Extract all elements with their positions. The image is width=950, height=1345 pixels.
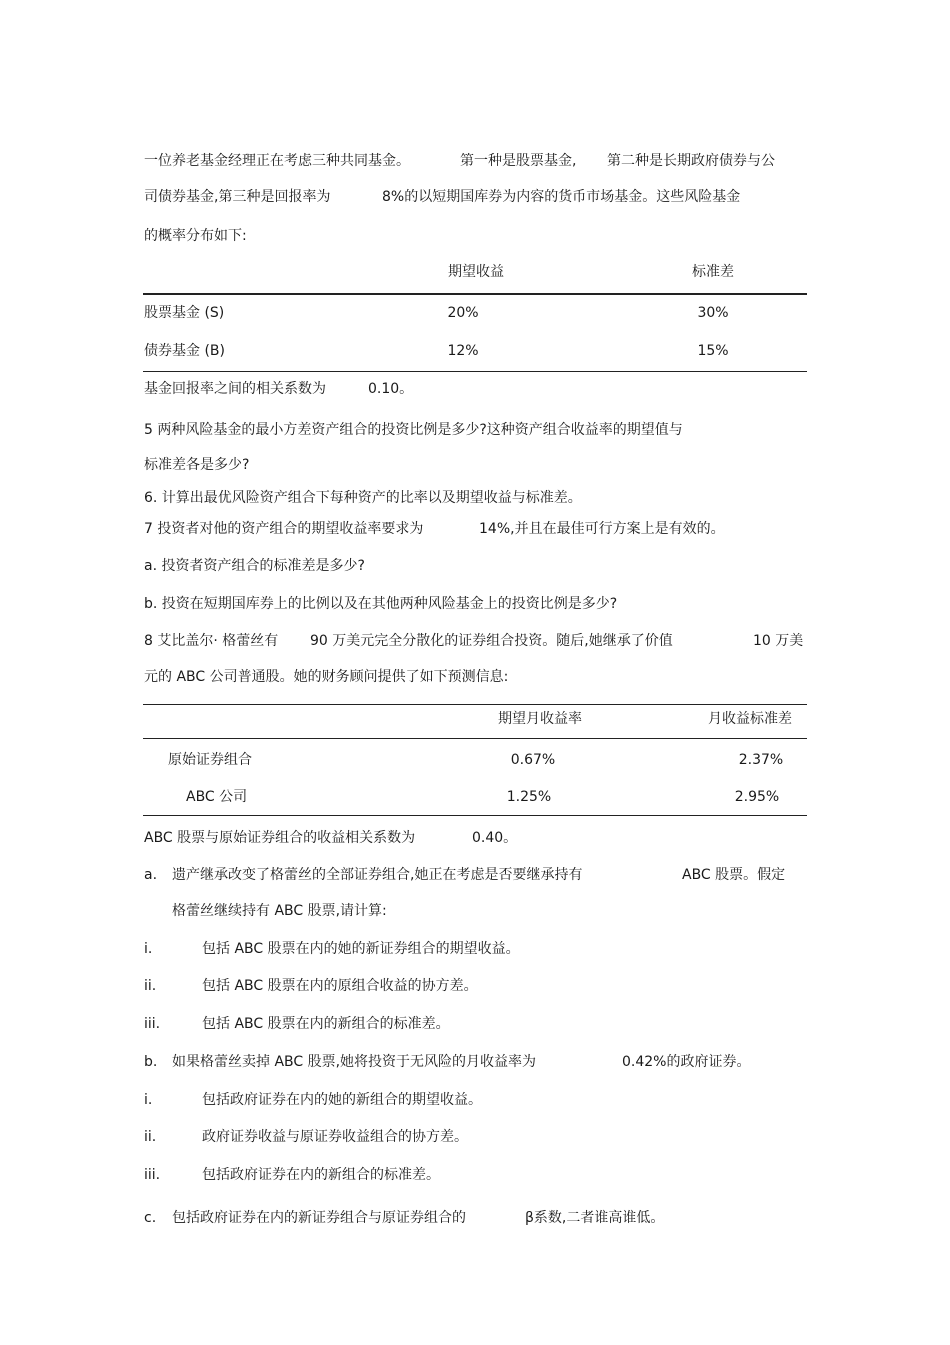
question-5-cont: 标准差各是多少? [144,457,250,473]
table-rule [143,371,807,372]
column-header-monthly-sd: 月收益标准差 [708,711,792,727]
question-7a: a. 投资者资产组合的标准差是多少? [144,558,365,574]
part-a [144,866,786,884]
list-item [144,940,520,958]
text: 14%,并且在最佳可行方案上是有效的。 [479,521,725,537]
text: 0.42%的政府证券。 [622,1054,751,1070]
list-item [144,1015,450,1033]
intro-text: 一位养老基金经理正在考虑三种共同基金。 [144,153,410,169]
intro-line-2 [144,188,741,206]
item-text: 包括政府证券在内的新组合的标准差。 [202,1167,440,1183]
item-text: 政府证券收益与原证券收益组合的协方差。 [202,1129,468,1145]
cell-value: 30% [697,305,729,321]
part-b [144,1053,751,1071]
intro-text: 司债券基金,第三种是回报率为 [144,189,331,205]
item-number: i. [144,1092,153,1108]
part-c [144,1209,665,1227]
intro-text: 8%的以短期国库券为内容的货币市场基金。这些风险基金 [382,189,741,205]
question-8-cont: 元的 ABC 公司普通股。她的财务顾问提供了如下预测信息: [144,669,509,685]
row-label: 股票基金 (S) [144,305,225,321]
list-item [144,977,478,995]
text: 10 万美 [753,633,804,649]
part-a-cont: 格蕾丝继续持有 ABC 股票,请计算: [172,903,387,919]
table-rule [143,704,807,705]
cell-value: 2.37% [738,752,784,768]
correlation-line [144,380,414,398]
correlation-line-2 [144,829,518,847]
table-rule [143,815,807,816]
intro-text: 第一种是股票基金, [460,153,577,169]
item-text: 包括 ABC 股票在内的新组合的标准差。 [202,1016,450,1032]
text: β系数,二者谁高谁低。 [525,1210,665,1226]
text: 遗产继承改变了格蕾丝的全部证券组合,她正在考虑是否要继承持有 [172,867,583,883]
question-6: 6. 计算出最优风险资产组合下每种资产的比率以及期望收益与标准差。 [144,490,582,506]
cell-value: 0.67% [510,752,556,768]
list-item [144,1166,440,1184]
intro-text: 第二种是长期政府债券与公 [607,153,775,169]
text: 7 投资者对他的资产组合的期望收益率要求为 [144,521,424,537]
item-text: 包括政府证券在内的她的新组合的期望收益。 [202,1092,482,1108]
text: 0.40。 [472,830,518,846]
item-number: ii. [144,978,157,994]
column-header-monthly-return: 期望月收益率 [498,711,582,727]
table-rule [143,738,807,739]
cell-value: 20% [447,305,479,321]
part-label: a. [144,867,158,883]
list-item [144,1128,468,1146]
item-text: 包括 ABC 股票在内的她的新证券组合的期望收益。 [202,941,520,957]
text: 90 万美元完全分散化的证券组合投资。随后,她继承了价值 [310,633,673,649]
text: 0.10。 [368,381,414,397]
row-label: ABC 公司 [186,789,248,805]
question-8 [144,632,804,650]
cell-value: 1.25% [506,789,552,805]
text: ABC 股票与原始证券组合的收益相关系数为 [144,830,416,846]
item-number: iii. [144,1167,161,1183]
table-rule [143,293,807,295]
question-7 [144,520,725,538]
text: 包括政府证券在内的新证券组合与原证券组合的 [172,1210,466,1226]
cell-value: 12% [447,343,479,359]
item-text: 包括 ABC 股票在内的原组合收益的协方差。 [202,978,478,994]
part-label: b. [144,1054,158,1070]
column-header-expected-return: 期望收益 [448,264,504,280]
cell-value: 2.95% [734,789,780,805]
part-label: c. [144,1210,157,1226]
question-7b: b. 投资在短期国库券上的比例以及在其他两种风险基金上的投资比例是多少? [144,596,618,612]
intro-line-3: 的概率分布如下: [144,228,247,244]
item-number: i. [144,941,153,957]
intro-line-1 [144,152,775,170]
text: 基金回报率之间的相关系数为 [144,381,326,397]
item-number: iii. [144,1016,161,1032]
question-5: 5 两种风险基金的最小方差资产组合的投资比例是多少?这种资产组合收益率的期望值与 [144,422,683,438]
list-item [144,1091,482,1109]
column-header-std-dev: 标准差 [692,264,734,280]
item-number: ii. [144,1129,157,1145]
text: 如果格蕾丝卖掉 ABC 股票,她将投资于无风险的月收益率为 [172,1054,537,1070]
row-label: 原始证券组合 [168,752,252,768]
text: 8 艾比盖尔· 格蕾丝有 [144,633,279,649]
text: ABC 股票。假定 [682,867,786,883]
row-label: 债券基金 (B) [144,343,225,359]
cell-value: 15% [697,343,729,359]
